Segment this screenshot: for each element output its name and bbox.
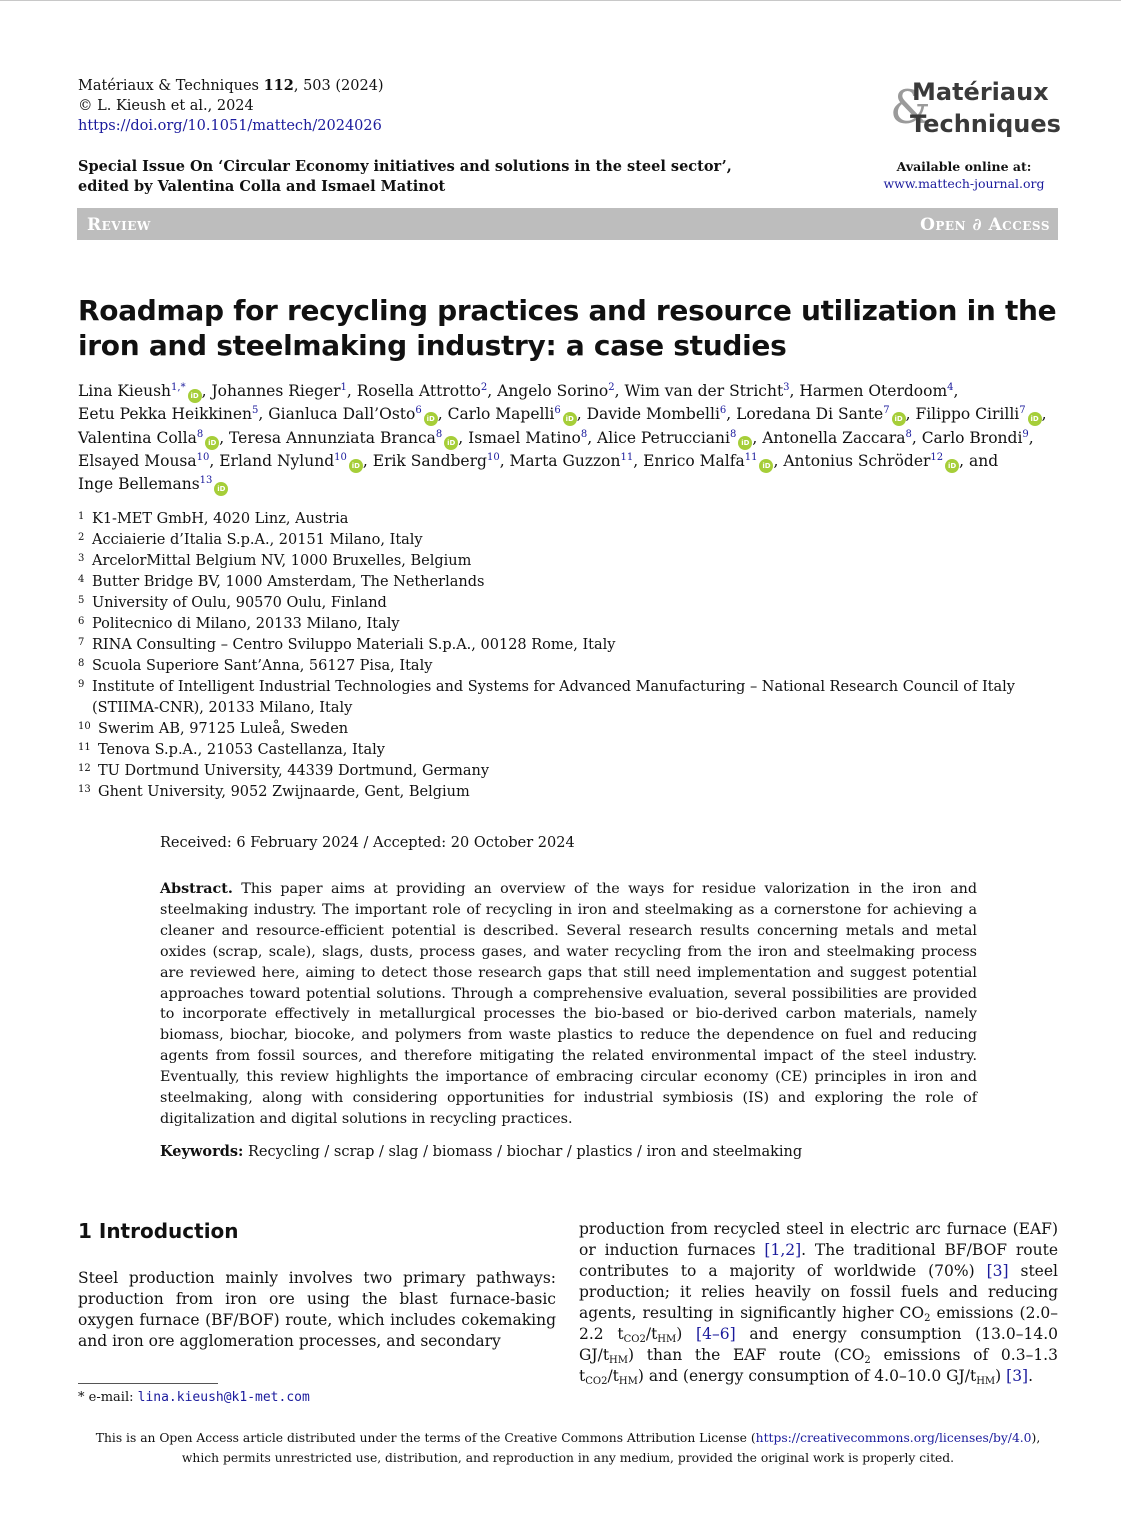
text-run: ) [676,1325,697,1343]
author-affiliation-ref[interactable] [620,452,633,463]
paper-title: Roadmap for recycling practices and resource utilization in the iron and steelmaking industry: a case studies [78,294,1057,362]
author-item [497,382,615,400]
author-item [624,382,789,400]
affiliation-item [78,572,1068,593]
citation-link[interactable]: [3] [986,1262,1009,1280]
author-affiliation-ref[interactable] [883,405,889,416]
author-separator: , and [959,451,999,470]
author-item [78,429,219,447]
open-access-icon: ∂ [972,215,983,235]
citation-line [78,76,384,96]
text-run: ) than the EAF route (CO [628,1346,865,1364]
author-name: Alice Petrucciani [597,428,730,447]
orcid-icon[interactable]: iD [738,436,752,450]
affiliation-text: Butter Bridge BV, 1000 Amsterdam, The Netherlands [92,574,485,590]
affiliation-ref-link[interactable]: 2 [480,382,488,393]
text-run: ) [995,1367,1007,1385]
journal-info [78,76,384,136]
affiliation-number: 12 [78,763,91,774]
author-separator: , [487,382,498,400]
affiliation-item [78,761,1068,782]
affiliation-ref-link[interactable]: 7 [1019,405,1026,417]
affiliation-number: 8 [78,658,85,669]
journal-name: Matériaux & Techniques [78,78,259,94]
affiliation-number: 10 [78,721,91,732]
affiliation-text: ArcelorMittal Belgium NV, 1000 Bruxelles, Belgium [92,553,472,569]
affiliation-text: University of Oulu, 90570 Oulu, Finland [92,595,387,611]
affiliation-item [78,551,1068,572]
license-text: This is an Open Access article distributed under the terms of the Creative Commons Attribution License ( [95,1431,756,1445]
author-separator: , [905,405,916,424]
subscript: 2 [924,1313,931,1324]
author-separator: , [953,382,959,400]
keywords-text: Recycling / scrap / slag / biomass / biochar / plastics / iron and steelmaking [248,1144,803,1160]
affiliation-text: Scuola Superiore Sant’Anna, 56127 Pisa, Italy [92,658,433,674]
affiliation-item [78,656,1068,677]
author-name: Teresa Annunziata Branca [229,428,436,447]
author-affiliation-ref[interactable] [745,452,758,463]
affiliation-ref-link[interactable]: 11 [620,451,634,463]
orcid-icon[interactable]: iD [188,389,202,403]
text-run: emissions (2.0–2.2 t [579,1304,1059,1343]
author-name: Loredana Di Sante [736,405,884,424]
subscript: HM [657,1334,677,1345]
affiliation-ref-link[interactable]: 12 [930,451,944,463]
affiliation-item [78,719,1068,740]
author-separator: , [209,451,220,470]
affiliation-ref-link[interactable]: 2 [608,382,615,393]
author-name: Rosella Attrotto [356,382,481,400]
author-affiliation-ref[interactable] [554,405,560,416]
author-separator: , [1041,405,1047,424]
affiliation-text: Swerim AB, 97125 Luleå, Sweden [98,721,349,737]
author-name: Harmen Oterdoom [799,382,948,400]
text-run: /t [607,1367,619,1385]
author-affiliation-ref[interactable] [1019,405,1025,416]
author-name: Eetu Pekka Heikkinen [78,405,253,424]
orcid-icon[interactable]: iD [349,459,363,473]
author-item [219,452,363,470]
text-run: and energy consumption (13.0–14.0 GJ/t [579,1325,1058,1364]
author-affiliation-ref[interactable] [334,452,347,463]
author-item [915,405,1041,423]
special-issue-line1: Special Issue On ‘Circular Economy initiatives and solutions in the steel sector’, [78,158,732,175]
affiliation-number: 1 [78,511,85,522]
subscript: HM [976,1376,996,1387]
author-item [268,405,437,423]
special-issue [78,157,838,197]
orcid-icon[interactable]: iD [892,412,906,426]
keywords-label: Keywords: [160,1143,244,1160]
footnote-label: * e-mail: [78,1390,138,1405]
text-run: ) and (energy consumption of 4.0–10.0 GJ/t [637,1367,977,1385]
affiliation-number: 4 [78,574,85,585]
text-run: emissions of 0.3–1.3 t [579,1346,1058,1385]
author-item [799,382,953,400]
affiliation-ref-link[interactable]: 10 [196,451,210,463]
author-name: Elsayed Mousa [78,451,197,470]
citation-link[interactable]: [1,2] [764,1241,802,1259]
author-separator: , [346,382,357,400]
orcid-icon[interactable]: iD [759,459,773,473]
subscript: HM [609,1355,629,1366]
access-word: Access [988,215,1050,235]
availability-label: Available online at: [896,159,1032,174]
logo-word-materiaux: Matériaux [912,78,1049,106]
author-affiliation-ref[interactable] [436,429,442,440]
affiliation-item [78,782,1068,803]
author-name: Angelo Sorino [497,382,609,400]
author-separator: , [633,451,644,470]
orcid-icon[interactable]: iD [424,412,438,426]
author-item [762,429,912,447]
orcid-icon[interactable]: iD [1028,412,1042,426]
journal-logo [890,78,1060,142]
author-separator: , [458,428,469,447]
footnote-rule [78,1383,218,1384]
author-item [78,452,209,470]
author-item [643,452,773,470]
author-separator: , [911,428,922,447]
orcid-icon[interactable]: iD [945,459,959,473]
author-name: Johannes Rieger [211,382,341,400]
journal-url-link[interactable]: www.mattech-journal.org [883,176,1045,191]
affiliation-text: RINA Consulting – Centro Sviluppo Materiali S.p.A., 00128 Rome, Italy [92,637,616,653]
author-item [587,405,727,423]
author-item [468,429,587,447]
license-text-end: ), [1031,1431,1041,1445]
author-separator: , [752,428,763,447]
author-item [510,452,634,470]
citation-link[interactable]: [4–6] [696,1325,736,1343]
affiliation-number: 6 [78,616,85,627]
body-column-left: Steel production mainly involves two primary pathways: production from iron ore using the blast furnace-basic oxygen furnace (BF/BOF) route, which includes cokemaking and iron ore agglomeration processes, and secondary [78,1269,556,1350]
article-type-banner [77,208,1058,240]
author-affiliation-ref[interactable] [930,452,943,463]
author-separator: , [614,382,625,400]
author-item [783,452,959,470]
author-name: Filippo Cirilli [915,405,1020,424]
affiliation-number: 5 [78,595,85,606]
volume: 112 [263,77,294,94]
author-name: Carlo Mapelli [447,405,555,424]
affiliation-item [78,677,1068,719]
orcid-icon[interactable]: iD [214,482,228,496]
author-name: Inge Bellemans [78,475,200,494]
author-item [357,382,488,400]
affiliation-ref-link[interactable]: 3 [783,382,790,393]
author-affiliation-ref[interactable] [415,405,421,416]
affiliation-text: Tenova S.p.A., 21053 Castellanza, Italy [98,742,385,758]
author-affiliation-ref[interactable] [171,382,186,393]
affiliation-number: 2 [78,532,85,543]
affiliation-ref-link[interactable]: 8 [196,428,204,440]
author-item [78,475,228,493]
affiliation-number: 9 [78,679,85,690]
affiliation-number: 13 [78,784,91,795]
section-heading: 1 Introduction [78,1219,239,1243]
affiliation-number: 3 [78,553,85,564]
subscript: HM [618,1376,638,1387]
affiliation-ref-link[interactable]: 6 [554,405,561,417]
author-item [922,429,1029,447]
orcid-icon[interactable]: iD [444,436,458,450]
open-word: Open [920,215,967,235]
author-separator: , [576,405,587,424]
author-separator: , [1028,428,1034,447]
keywords [160,1143,977,1160]
author-separator: , [201,382,212,400]
author-name: Erik Sandberg [372,451,487,470]
affiliation-number: 7 [78,637,85,648]
subscript: 2 [864,1355,871,1366]
affiliation-ref-link[interactable]: 7 [883,405,890,417]
author-name: Marta Guzzon [509,451,621,470]
citation-link[interactable]: [3] [1006,1367,1029,1385]
author-item [78,405,258,423]
email-link[interactable]: lina.kieush@k1-met.com [137,1390,310,1405]
text-run: . The traditional BF/BOF route contributes to a majority of worldwide (70%) [579,1241,1058,1280]
author-affiliation-ref[interactable] [487,452,500,463]
affiliation-number: 11 [78,742,91,753]
author-name: Antonella Zaccara [762,428,906,447]
logo-word-techniques: Techniques [910,110,1061,138]
subscript: CO2 [585,1376,608,1387]
abstract-text: This paper aims at providing an overview of the ways for residue valorization in the iron and steelmaking industry. The important role of recycling in iron and steelmaking as a cornerstone for achieving a cleaner and resource-efficient potential is described. Several research results concerning metals and metal oxides (scrap, scale), slags, dusts, process gases, and water recycling from the iron and steelmaking process are reviewed here, aiming to detect those research gaps that still need implementation and suggest potential approaches toward potential solutions. Through a comprehensive evaluation, several possibilities are provided to incorporate effectively in metallurgical processes the bio-based or bio-derived carbon materials, namely biomass, biochar, biocoke, and polymers from waste plastics to reduce the dependence on fuel and reducing agents from fossil sources, and therefore mitigating the related environmental impact of the steel industry. Eventually, this review highlights the importance of embracing circular economy (CE) principles in iron and steelmaking, along with considering opportunities for industrial symbiosis (IS) and exploring the role of digitalization and digital solutions in recycling practices. [160,881,978,1127]
author-affiliation-ref[interactable] [197,452,210,463]
author-item [448,405,577,423]
body-column-right [579,1219,1058,1387]
author-item [373,452,500,470]
affiliation-item [78,635,1068,656]
author-name: Valentina Colla [78,428,197,447]
availability [870,158,1058,192]
author-item [78,382,202,400]
author-name: Davide Mombelli [586,405,720,424]
top-border [0,0,1121,1]
affiliation-item [78,740,1068,761]
special-issue-line2: edited by Valentina Colla and Ismael Matinot [78,178,446,195]
affiliation-list [78,509,1068,803]
text-run: . [1028,1367,1034,1385]
affiliation-ref-link[interactable]: 8 [580,428,588,440]
orcid-icon[interactable]: iD [205,436,219,450]
author-name: Wim van der Stricht [624,382,784,400]
affiliation-text: Institute of Intelligent Industrial Technologies and Systems for Advanced Manufacturing – National Research Council of Italy (STIIMA-CNR), 20133 Milano, Italy [92,679,1015,716]
author-separator: , [726,405,737,424]
affiliation-ref-link[interactable]: 6 [415,405,422,417]
author-separator: , [219,428,230,447]
author-separator: , [499,451,510,470]
orcid-icon[interactable]: iD [563,412,577,426]
author-item [597,429,752,447]
copyright: © L. Kieush et al., 2024 [78,98,254,114]
affiliation-ref-link[interactable]: 6 [719,405,727,417]
author-name: Enrico Malfa [643,451,745,470]
affiliation-ref-link[interactable]: 5 [252,405,259,417]
author-name: Ismael Matino [468,428,581,447]
affiliation-ref-link[interactable]: 11 [744,451,758,463]
author-list [78,380,1063,496]
author-name: Gianluca Dall’Osto [268,405,416,424]
text-run: steel production; it relies heavily on fossil fuels and reducing agents, resulting in significantly higher CO [579,1262,1058,1322]
affiliation-ref-link[interactable]: 4 [947,382,954,393]
license-line2: which permits unrestricted use, distribution, and reproduction in any medium, provided the original work is properly cited. [181,1450,955,1465]
text-run: production from recycled steel in electric arc furnace (EAF) or induction furnaces [579,1220,1058,1259]
affiliation-ref-link[interactable]: 8 [905,428,912,440]
article-type-label: Review [87,215,151,235]
author-affiliation-ref[interactable] [197,429,203,440]
license-link[interactable]: https://creativecommons.org/licenses/by/4.0 [755,1431,1032,1445]
affiliation-item [78,593,1068,614]
corresponding-author-footnote [78,1390,310,1405]
author-name: Carlo Brondi [921,428,1023,447]
open-access-label [920,215,1050,235]
affiliation-ref-link[interactable]: 10 [486,451,500,463]
affiliation-ref-link[interactable]: 1 [340,382,347,393]
license-notice [78,1429,1058,1468]
author-separator: , [587,428,598,447]
affiliation-text: Politecnico di Milano, 20133 Milano, Italy [92,616,400,632]
author-name: Lina Kieush [78,382,172,400]
pages: , 503 (2024) [293,78,384,94]
author-item [229,429,458,447]
affiliation-item [78,614,1068,635]
license-line1 [78,1429,1058,1449]
author-affiliation-ref[interactable] [200,475,213,486]
author-separator: , [437,405,448,424]
affiliation-item [78,509,1068,530]
affiliation-text: Acciaierie d’Italia S.p.A., 20151 Milano, Italy [92,532,423,548]
affiliation-text: TU Dortmund University, 44339 Dortmund, Germany [98,763,490,779]
text-run: /t [645,1325,658,1343]
affiliation-item [78,530,1068,551]
affiliation-ref-link[interactable]: 10 [334,451,347,463]
affiliation-text: Ghent University, 9052 Zwijnaarde, Gent, Belgium [98,784,470,800]
author-item [736,405,905,423]
received-accepted-dates: Received: 6 February 2024 / Accepted: 20 October 2024 [160,835,575,851]
affiliation-ref-link[interactable]: 1,* [171,382,186,393]
doi-link[interactable]: https://doi.org/10.1051/mattech/2024026 [78,118,382,134]
author-name: Erland Nylund [219,451,335,470]
author-item [211,382,346,400]
affiliation-text: K1-MET GmbH, 4020 Linz, Austria [92,511,349,527]
affiliation-ref-link[interactable]: 8 [435,428,443,440]
abstract [160,879,977,1130]
author-separator: , [773,451,784,470]
affiliation-ref-link[interactable]: 8 [729,428,737,440]
author-separator: , [258,405,269,424]
affiliation-ref-link[interactable]: 9 [1022,428,1029,440]
subscript: CO2 [623,1334,646,1345]
author-name: Antonius Schröder [783,451,931,470]
affiliation-ref-link[interactable]: 13 [199,475,213,487]
logo-ampersand: & [890,80,931,134]
author-separator: , [789,382,800,400]
abstract-label: Abstract. [160,881,233,897]
author-affiliation-ref[interactable] [730,429,736,440]
author-separator: , [362,451,373,470]
